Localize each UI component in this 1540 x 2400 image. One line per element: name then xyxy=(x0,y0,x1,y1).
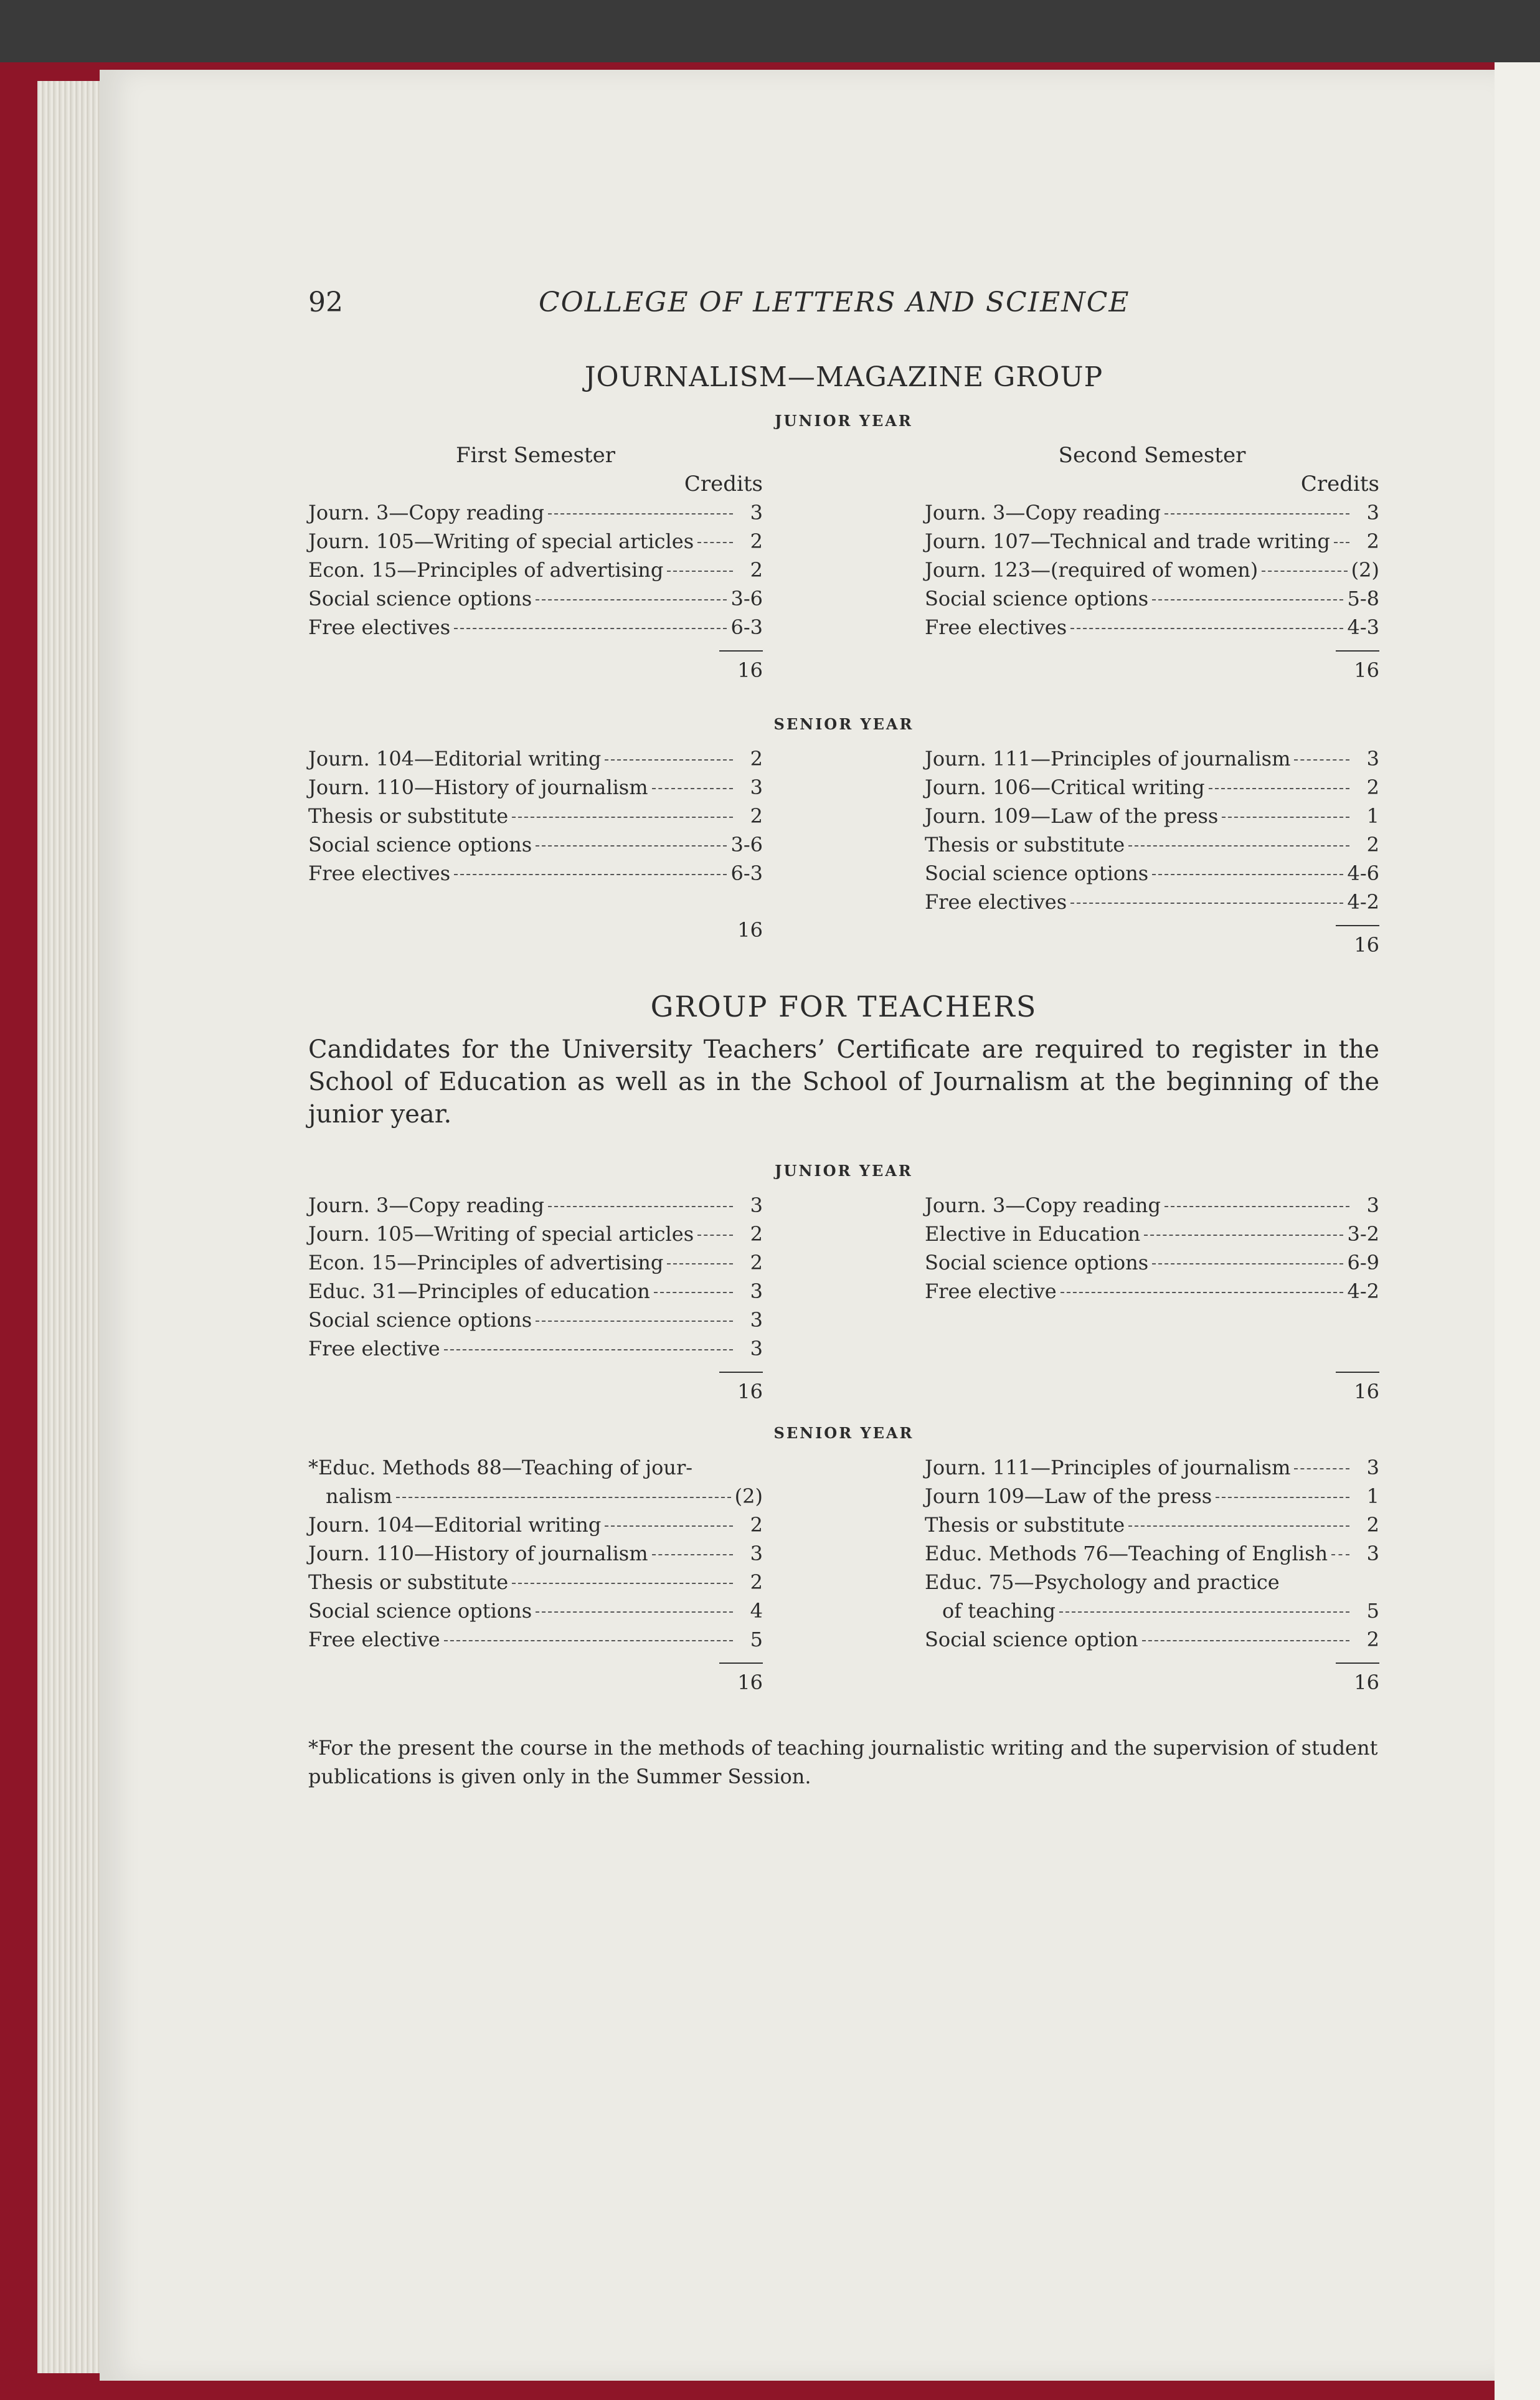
magazine-junior-columns xyxy=(308,441,1379,684)
course-credits: 2 xyxy=(1366,1628,1379,1651)
course-name: Elective in Education xyxy=(925,1222,1141,1246)
course-row xyxy=(308,613,763,642)
course-credits: 2 xyxy=(750,1251,763,1274)
course-name: Journ. 3—Copy reading xyxy=(308,1193,544,1217)
course-credits: 3 xyxy=(1366,1542,1379,1565)
course-name: Journ 109—Law of the press xyxy=(925,1484,1212,1508)
course-row xyxy=(925,1191,1379,1220)
course-row xyxy=(925,556,1379,584)
course-row xyxy=(308,1334,763,1363)
total-credits: 16 xyxy=(737,918,763,942)
course-row xyxy=(308,1277,763,1306)
course-name: Journ. 109—Law of the press xyxy=(925,804,1219,828)
course-row xyxy=(308,498,763,527)
magazine-senior-first-semester xyxy=(308,744,763,959)
course-name: Journ. 106—Critical writing xyxy=(925,775,1205,799)
total-credits: 16 xyxy=(737,1671,763,1694)
course-name: Social science options xyxy=(925,1251,1149,1274)
course-row xyxy=(925,1539,1379,1568)
total-rule xyxy=(719,1662,763,1664)
course-row xyxy=(925,859,1379,888)
course-name: Journ. 107—Technical and trade writing xyxy=(925,529,1330,553)
magazine-junior-year-label: JUNIOR YEAR xyxy=(775,412,913,430)
course-row xyxy=(308,1539,763,1568)
course-row xyxy=(925,1596,1379,1625)
course-credits: 5-8 xyxy=(1347,587,1379,610)
teachers-senior-year-label: SENIOR YEAR xyxy=(773,1424,914,1442)
course-list xyxy=(925,1453,1379,1568)
course-credits: 3 xyxy=(1366,501,1379,524)
teachers-senior-first-semester xyxy=(308,1453,763,1696)
magazine-senior-year-label: SENIOR YEAR xyxy=(773,715,914,733)
total-credits: 16 xyxy=(1354,1671,1379,1694)
total-rule xyxy=(1336,925,1379,926)
course-name: Journ. 104—Editorial writing xyxy=(308,747,602,771)
course-name: of teaching xyxy=(942,1599,1056,1623)
course-credits: 2 xyxy=(750,558,763,582)
course-name: Free electives xyxy=(925,890,1067,914)
course-row xyxy=(308,1568,763,1596)
total-credits: 16 xyxy=(1354,1380,1379,1403)
course-row xyxy=(925,1568,1379,1596)
course-row xyxy=(308,1482,763,1511)
course-name: Educ. 31—Principles of education xyxy=(308,1279,650,1303)
course-name: Journ. 3—Copy reading xyxy=(308,501,544,524)
course-name: Journ. 110—History of journalism xyxy=(308,775,648,799)
course-row xyxy=(925,773,1379,802)
course-credits: 6-9 xyxy=(1347,1251,1379,1274)
teachers-intro: Candidates for the University Teachers’ Certificate are required to register in the School of Education as well as in the School of Journalism at the beginning of the junior year. xyxy=(308,1035,1379,1129)
course-credits: 2 xyxy=(1366,529,1379,553)
running-head xyxy=(308,287,1379,336)
course-credits: (2) xyxy=(734,1484,763,1508)
course-name: Journ. 110—History of journalism xyxy=(308,1542,648,1565)
total-rule xyxy=(719,1372,763,1373)
course-name: *Educ. Methods 88—Teaching of jour- xyxy=(308,1456,693,1479)
total-rule xyxy=(1336,1372,1379,1373)
course-row xyxy=(308,1596,763,1625)
total-rule xyxy=(1336,650,1379,652)
course-list xyxy=(308,498,763,642)
teachers-junior-columns xyxy=(308,1191,1379,1405)
course-row xyxy=(925,1625,1379,1654)
course-credits: 2 xyxy=(750,1222,763,1246)
course-row xyxy=(925,802,1379,830)
course-name: Educ. 75—Psychology and practice xyxy=(925,1570,1280,1594)
course-list xyxy=(925,1191,1379,1306)
course-row xyxy=(308,1248,763,1277)
course-credits: 1 xyxy=(1366,1484,1379,1508)
course-name: Econ. 15—Principles of advertising xyxy=(308,558,664,582)
course-name: Social science options xyxy=(308,587,532,610)
course-name: Thesis or substitute xyxy=(925,1513,1125,1537)
course-credits: 2 xyxy=(1366,1513,1379,1537)
total-credits: 16 xyxy=(737,658,763,682)
credits-label: Credits xyxy=(684,472,763,496)
course-row xyxy=(925,830,1379,859)
course-row xyxy=(308,744,763,773)
course-list xyxy=(925,498,1379,642)
course-row xyxy=(925,744,1379,773)
course-row xyxy=(925,888,1379,916)
course-credits: 3-6 xyxy=(730,587,763,610)
course-name: Thesis or substitute xyxy=(308,804,509,828)
course-credits: 4 xyxy=(750,1599,763,1623)
course-name: Journ. 111—Principles of journalism xyxy=(925,1456,1291,1479)
college-title: COLLEGE OF LETTERS AND SCIENCE xyxy=(539,287,1130,318)
course-row xyxy=(308,1625,763,1654)
course-name: Free elective xyxy=(925,1279,1057,1303)
course-name: Social science options xyxy=(308,1599,532,1623)
course-credits: 1 xyxy=(1366,804,1379,828)
total-credits: 16 xyxy=(1354,658,1379,682)
course-credits: 2 xyxy=(750,804,763,828)
course-name: Free elective xyxy=(308,1628,440,1651)
course-name: Econ. 15—Principles of advertising xyxy=(308,1251,664,1274)
course-credits: 3 xyxy=(750,775,763,799)
course-row xyxy=(925,1220,1379,1248)
course-credits: 5 xyxy=(1366,1599,1379,1623)
course-credits: (2) xyxy=(1351,558,1379,582)
course-credits: 6-3 xyxy=(730,615,763,639)
course-credits: 4-2 xyxy=(1347,1279,1379,1303)
course-credits: 3 xyxy=(750,1337,763,1360)
course-credits: 4-6 xyxy=(1347,861,1379,885)
course-row xyxy=(925,498,1379,527)
course-name: Free electives xyxy=(925,615,1067,639)
course-credits: 3 xyxy=(750,1542,763,1565)
course-name: Social science option xyxy=(925,1628,1138,1651)
course-name: Journ. 105—Writing of special articles xyxy=(308,529,694,553)
course-row xyxy=(308,859,763,888)
course-row xyxy=(308,1306,763,1334)
facing-page-edge xyxy=(1495,62,1540,2400)
course-credits: 2 xyxy=(750,747,763,771)
magazine-junior-first-semester xyxy=(308,441,763,684)
course-name: Journ. 123—(required of women) xyxy=(925,558,1259,582)
course-name: Social science options xyxy=(925,587,1149,610)
magazine-senior-columns xyxy=(308,744,1379,959)
course-name: Social science options xyxy=(925,861,1149,885)
teachers-junior-second-semester xyxy=(925,1191,1379,1405)
course-row xyxy=(925,527,1379,556)
course-name: Educ. Methods 76—Teaching of English xyxy=(925,1542,1328,1565)
course-name: nalism xyxy=(326,1484,392,1508)
teachers-group-title: GROUP FOR TEACHERS xyxy=(650,990,1037,1023)
course-name: Journ. 3—Copy reading xyxy=(925,501,1161,524)
course-row xyxy=(308,1453,763,1482)
course-row xyxy=(925,613,1379,642)
course-credits: 3 xyxy=(750,501,763,524)
course-name: Free electives xyxy=(308,615,451,639)
course-list xyxy=(308,1511,763,1654)
footnote: *For the present the course in the methods of teaching journalistic writing and the supervision of student publications is given only in the Summer Session. xyxy=(308,1736,1378,1788)
course-credits: 3-6 xyxy=(730,833,763,856)
course-row xyxy=(925,584,1379,613)
course-credits: 4-2 xyxy=(1347,890,1379,914)
magazine-junior-second-semester xyxy=(925,441,1379,684)
course-credits: 2 xyxy=(750,1570,763,1594)
course-credits: 3 xyxy=(1366,1456,1379,1479)
course-row xyxy=(308,802,763,830)
course-name: Journ. 105—Writing of special articles xyxy=(308,1222,694,1246)
teachers-senior-columns xyxy=(308,1453,1379,1696)
credits-label: Credits xyxy=(1300,472,1379,496)
course-row xyxy=(308,1220,763,1248)
total-credits: 16 xyxy=(737,1380,763,1403)
course-row xyxy=(308,830,763,859)
course-name: Free electives xyxy=(308,861,451,885)
course-name: Journ. 3—Copy reading xyxy=(925,1193,1161,1217)
course-credits: 2 xyxy=(1366,833,1379,856)
course-row xyxy=(925,1248,1379,1277)
course-row xyxy=(308,1191,763,1220)
course-row xyxy=(308,584,763,613)
course-row xyxy=(308,556,763,584)
course-row xyxy=(925,1277,1379,1306)
course-credits: 5 xyxy=(750,1628,763,1651)
course-credits: 4-3 xyxy=(1347,615,1379,639)
course-list xyxy=(308,1191,763,1363)
course-name: Social science options xyxy=(308,833,532,856)
course-name: Journ. 111—Principles of journalism xyxy=(925,747,1291,771)
course-name: Free elective xyxy=(308,1337,440,1360)
page-number: 92 xyxy=(308,287,343,318)
course-list xyxy=(925,744,1379,916)
course-name: Journ. 104—Editorial writing xyxy=(308,1513,602,1537)
total-credits: 16 xyxy=(1354,933,1379,957)
course-row xyxy=(308,527,763,556)
course-credits: 6-3 xyxy=(730,861,763,885)
magazine-senior-second-semester xyxy=(925,744,1379,959)
first-semester-label: First Semester xyxy=(456,443,615,468)
course-name: Thesis or substitute xyxy=(925,833,1125,856)
course-credits: 3-2 xyxy=(1347,1222,1379,1246)
course-row xyxy=(925,1511,1379,1539)
total-rule xyxy=(719,650,763,652)
course-list xyxy=(925,1625,1379,1654)
magazine-group-title: JOURNALISM—MAGAZINE GROUP xyxy=(584,361,1103,393)
teachers-senior-second-semester xyxy=(925,1453,1379,1696)
course-credits: 3 xyxy=(750,1193,763,1217)
total-rule xyxy=(1336,1662,1379,1664)
course-credits: 3 xyxy=(1366,1193,1379,1217)
teachers-junior-year-label: JUNIOR YEAR xyxy=(775,1162,913,1180)
course-name: Social science options xyxy=(308,1308,532,1332)
course-credits: 3 xyxy=(1366,747,1379,771)
course-row xyxy=(308,1511,763,1539)
course-credits: 2 xyxy=(1366,775,1379,799)
course-list xyxy=(308,744,763,888)
teachers-junior-first-semester xyxy=(308,1191,763,1405)
course-row xyxy=(308,773,763,802)
course-credits: 2 xyxy=(750,529,763,553)
course-name: Thesis or substitute xyxy=(308,1570,509,1594)
course-row xyxy=(925,1482,1379,1511)
course-credits: 3 xyxy=(750,1279,763,1303)
course-credits: 2 xyxy=(750,1513,763,1537)
page-content xyxy=(308,287,1379,1791)
second-semester-label: Second Semester xyxy=(1058,443,1246,468)
page-edges xyxy=(37,81,106,2373)
course-credits: 3 xyxy=(750,1308,763,1332)
course-row xyxy=(925,1453,1379,1482)
